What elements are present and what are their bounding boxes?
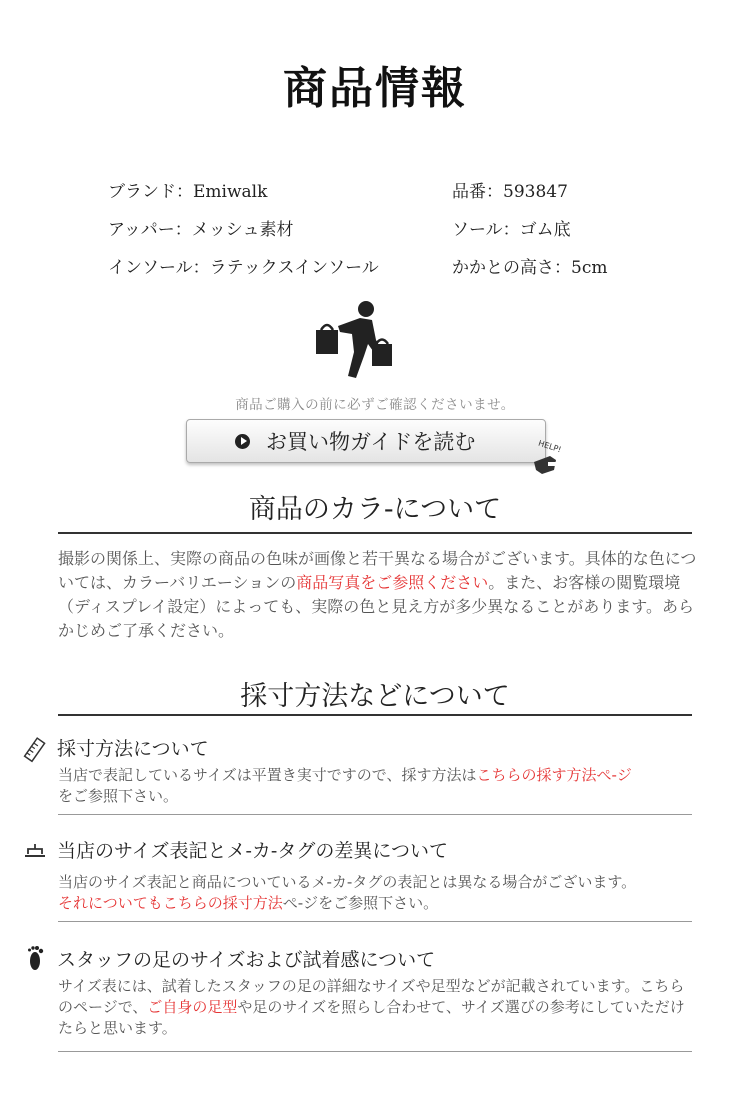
page-title: 商品情報: [283, 63, 467, 114]
purchase-notice: 商品ご購入の前に必ずご確認くださいませ。: [235, 397, 515, 413]
staff-fit-title: スタッフの足のサイズおよび試着感について: [57, 949, 436, 971]
item-divider: [58, 921, 692, 922]
tag-difference-title: 当店のサイズ表記とメ-カ-タグの差異について: [57, 840, 448, 862]
staff-fit-text: サイズ表には、試着したスタッフの足の詳細なサイズや足型などが記載されています。こちらのページで、ご自身の足型や足のサイズを照らし合わせて、サイズ選びの参考にしていただけたらと思います。: [58, 977, 685, 1037]
spec-heel-height: かかとの高さ：5cm: [452, 258, 608, 278]
spec-sole: ソール：ゴム底: [452, 220, 571, 240]
shopping-person-icon: [310, 298, 400, 382]
spec-upper: アッパー：メッシュ素材: [108, 220, 294, 240]
own-foot-shape-link[interactable]: ご自身の足型: [147, 998, 238, 1016]
play-icon: [235, 434, 250, 449]
measure-section-divider: [58, 714, 692, 716]
spec-insole: インソール：ラテックスインソール: [108, 258, 379, 278]
scale-icon: [22, 842, 48, 858]
product-photo-link[interactable]: 商品写真をご参照ください: [296, 573, 489, 592]
color-section-text: 撮影の関係上、実際の商品の色味が画像と若干異なる場合がございます。具体的な色については、カラーバリエーションの商品写真をご参照ください。また、お客様の閲覧環境（ディスプレイ設定）によっても、実際の色と見え方が多少異なることがあります。あらかじめご了承ください。: [58, 549, 697, 640]
shopping-guide-button[interactable]: [186, 419, 546, 463]
measure-item-title: 採寸方法について: [57, 738, 209, 760]
measure-item-text: 当店で表記しているサイズは平置き実寸ですので、採す方法はこちらの採す方法ぺ-ジ をご参照下さい。: [58, 766, 632, 805]
item-divider: [58, 1051, 692, 1052]
measure-section-heading: 採寸方法などについて: [240, 681, 510, 712]
help-pointer-icon: [530, 440, 570, 476]
tag-difference-text: 当店のサイズ表記と商品についているメ-カ-タグの表記とは異なる場合がございます。 それについてもこちらの採寸方法ぺ-ジをご参照下さい。: [58, 873, 637, 912]
measurement-method-link[interactable]: それについてもこちらの採寸方法: [58, 894, 283, 912]
measurement-page-link[interactable]: こちらの採す方法ぺ-ジ: [476, 766, 632, 784]
color-section-divider: [58, 532, 692, 534]
footprint-icon: [26, 944, 46, 972]
shopping-guide-button-label: お買い物ガイドを読む: [266, 430, 476, 454]
color-section-heading: 商品のカラ-について: [248, 494, 502, 525]
ruler-icon: [22, 735, 48, 765]
item-divider: [58, 814, 692, 815]
spec-model-number: 品番：593847: [452, 182, 568, 202]
spec-brand: ブランド：Emiwalk: [108, 182, 268, 202]
help-tag: HELP!: [537, 438, 563, 455]
